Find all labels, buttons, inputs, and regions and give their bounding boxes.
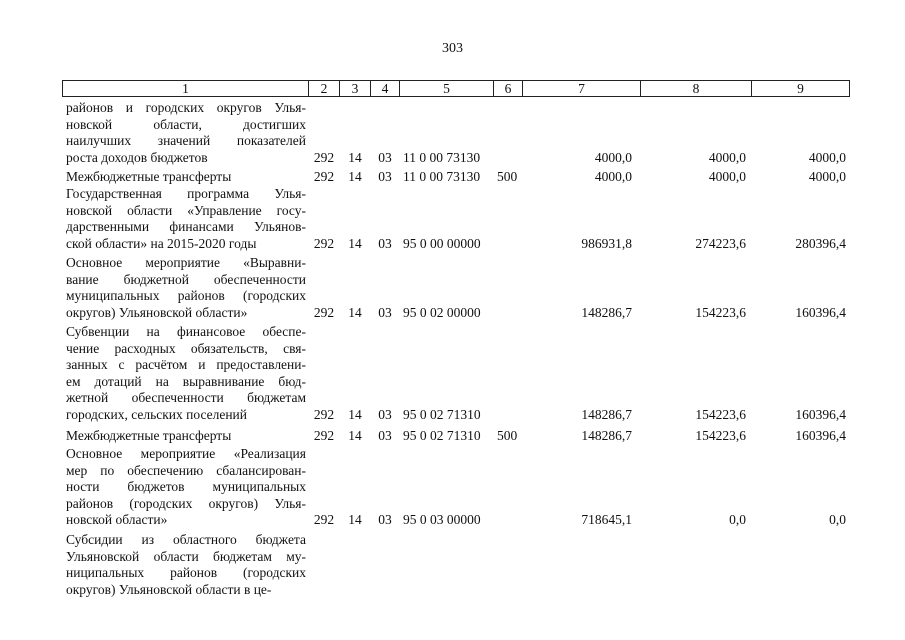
row-description: [66, 100, 306, 166]
description-line: районов (городских округов) Улья-: [66, 495, 306, 511]
cell-pr: 03: [378, 235, 392, 251]
cell-glav: 292: [313, 428, 335, 443]
table-row: [0, 446, 905, 529]
cell-2020: 154223,6: [695, 428, 746, 443]
cell-2019: 148286,7: [581, 428, 632, 443]
cell-glav: 292: [313, 304, 335, 320]
cell-2019: 718645,1: [581, 512, 632, 528]
description-line: Государственная программа Улья-: [66, 186, 306, 201]
header-col-2: 2: [309, 81, 340, 96]
header-col-7: 7: [523, 81, 641, 96]
cell-glav: 292: [313, 169, 335, 184]
table-header: [62, 80, 850, 97]
description-line: Субсидии из областного бюджета: [66, 532, 306, 547]
description-line: роста доходов бюджетов: [66, 149, 208, 165]
row-description: [66, 446, 306, 529]
description-line: ем дотаций на выравнивание бюд-: [66, 373, 306, 389]
row-description: [66, 186, 306, 252]
header-col-5: 5: [400, 81, 494, 96]
cell-glav: 292: [313, 512, 335, 528]
cell-glav: 292: [313, 235, 335, 251]
description-line: округов) Ульяновской области»: [66, 304, 248, 320]
cell-2021: 0,0: [829, 512, 846, 528]
row-description: [66, 324, 306, 424]
table-row: [0, 169, 905, 186]
description-line: муниципальных районов (городских: [66, 288, 306, 304]
table-row: [0, 532, 905, 598]
header-col-8: 8: [641, 81, 752, 96]
cell-vr: 500: [497, 428, 518, 443]
description-line: ниципальных районов (городских: [66, 565, 306, 581]
cell-csr: 95 0 03 00000: [403, 512, 481, 528]
row-description: [66, 428, 306, 445]
header-col-9: 9: [797, 81, 804, 96]
cell-pr: 03: [378, 407, 392, 422]
description-line: Ульяновской области бюджетам му-: [66, 548, 306, 564]
description-line: Основное мероприятие «Реализация: [66, 446, 306, 461]
cell-rz: 14: [348, 169, 362, 184]
cell-2021: 4000,0: [808, 169, 846, 184]
table-row: [0, 186, 905, 252]
cell-pr: 03: [378, 428, 392, 443]
cell-2021: 160396,4: [795, 407, 846, 422]
description-line: ности бюджетов муниципальных: [66, 479, 306, 495]
description-line: округов) Ульяновской области в це-: [66, 581, 272, 597]
description-line: Межбюджетные трансферты: [66, 169, 232, 184]
cell-csr: 11 0 00 73130: [403, 149, 481, 165]
cell-rz: 14: [348, 428, 362, 443]
header-col-6: 6: [494, 81, 523, 96]
description-line: занных с расчётом и предоставлени-: [66, 357, 306, 373]
description-line: чение расходных обязательств, свя-: [66, 340, 306, 356]
cell-2021: 280396,4: [795, 235, 846, 251]
cell-2020: 4000,0: [708, 169, 746, 184]
row-description: [66, 532, 306, 598]
cell-2020: 154223,6: [695, 407, 746, 422]
cell-2020: 4000,0: [708, 149, 746, 165]
cell-2021: 160396,4: [795, 428, 846, 443]
cell-2019: 4000,0: [594, 149, 632, 165]
description-line: дарственными финансами Ульянов-: [66, 219, 306, 235]
description-line: наилучших значений показателей: [66, 133, 306, 149]
cell-2019: 148286,7: [581, 407, 632, 422]
description-line: районов и городских округов Улья-: [66, 100, 306, 115]
cell-2021: 160396,4: [795, 304, 846, 320]
cell-csr: 11 0 00 73130: [403, 169, 481, 184]
cell-rz: 14: [348, 149, 362, 165]
cell-pr: 03: [378, 304, 392, 320]
cell-2020: 154223,6: [695, 304, 746, 320]
description-line: жетной обеспеченности бюджетам: [66, 390, 306, 406]
cell-pr: 03: [378, 512, 392, 528]
cell-rz: 14: [348, 512, 362, 528]
description-line: мер по обеспечению сбалансирован-: [66, 462, 306, 478]
description-line: новской области, достигших: [66, 116, 306, 132]
cell-glav: 292: [313, 407, 335, 422]
header-col-3: 3: [340, 81, 371, 96]
row-description: [66, 255, 306, 321]
cell-pr: 03: [378, 169, 392, 184]
cell-2020: 0,0: [729, 512, 746, 528]
header-col-4: 4: [371, 81, 400, 96]
cell-pr: 03: [378, 149, 392, 165]
cell-csr: 95 0 02 71310: [403, 407, 481, 422]
cell-csr: 95 0 02 71310: [403, 428, 481, 443]
cell-rz: 14: [348, 304, 362, 320]
cell-2019: 986931,8: [581, 235, 632, 251]
cell-rz: 14: [348, 235, 362, 251]
cell-2020: 274223,6: [695, 235, 746, 251]
cell-rz: 14: [348, 407, 362, 422]
description-line: Межбюджетные трансферты: [66, 428, 232, 443]
cell-csr: 95 0 00 00000: [403, 235, 481, 251]
description-line: Субвенции на финансовое обеспе-: [66, 324, 306, 339]
table-row: [0, 324, 905, 424]
description-line: Основное мероприятие «Выравни-: [66, 255, 306, 270]
cell-vr: 500: [497, 169, 518, 184]
description-line: вание бюджетной обеспеченности: [66, 271, 306, 287]
description-line: новской области «Управление госу-: [66, 202, 306, 218]
cell-glav: 292: [313, 149, 335, 165]
header-col-1: 1: [63, 81, 309, 96]
row-description: [66, 169, 306, 186]
page-number: 303: [442, 41, 463, 56]
table-row: [0, 255, 905, 321]
table-row: [0, 428, 905, 445]
description-line: городских, сельских поселений: [66, 406, 248, 422]
description-line: ской области» на 2015-2020 годы: [66, 235, 257, 251]
table-row: [0, 100, 905, 166]
cell-2019: 4000,0: [594, 169, 632, 184]
cell-csr: 95 0 02 00000: [403, 304, 481, 320]
description-line: новской области»: [66, 512, 168, 528]
cell-2021: 4000,0: [808, 149, 846, 165]
cell-2019: 148286,7: [581, 304, 632, 320]
